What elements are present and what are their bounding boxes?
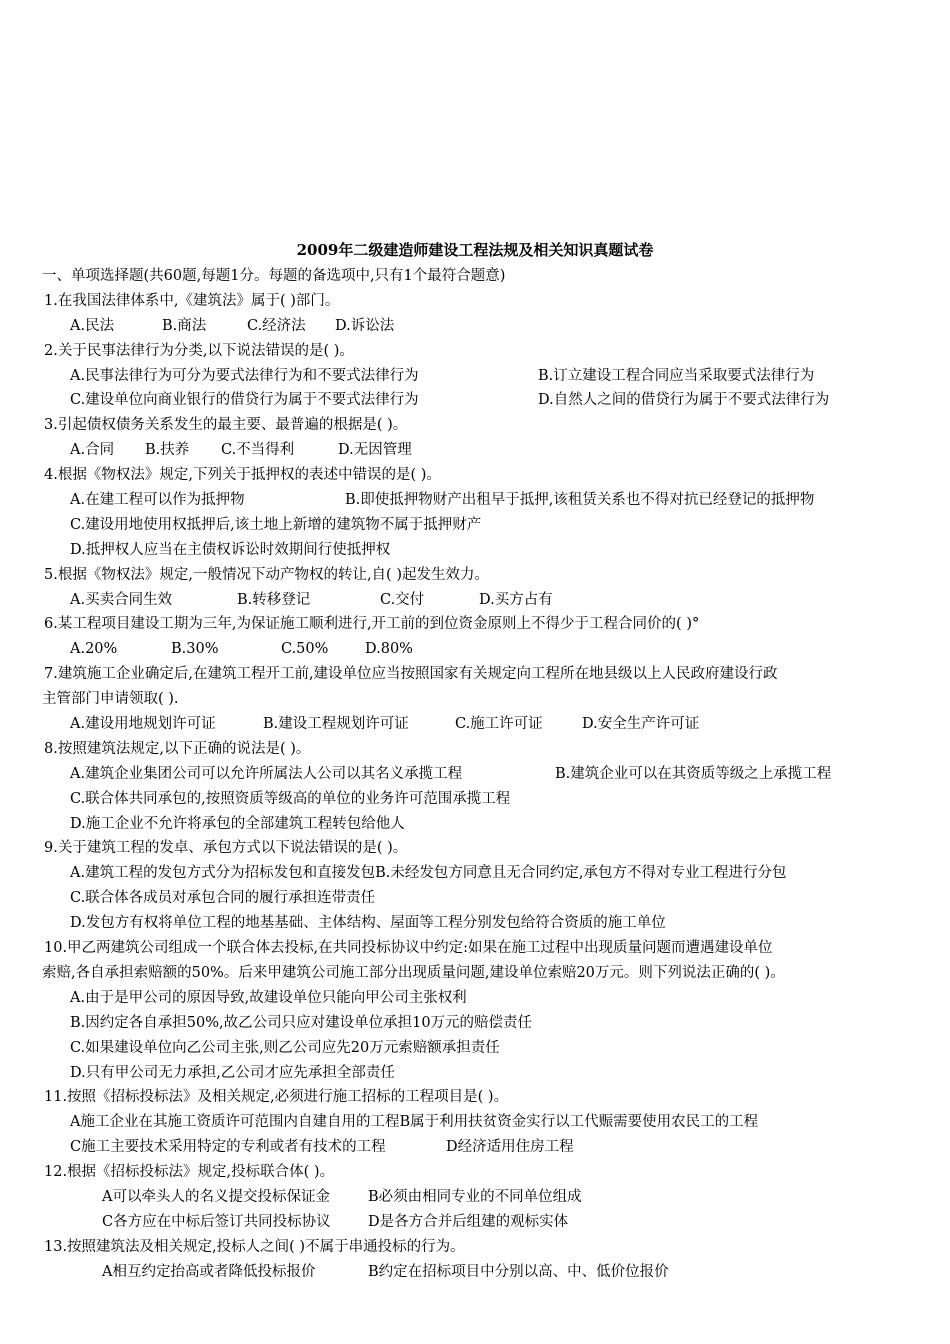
option: B.转移登记	[237, 591, 311, 608]
option: A.民法	[70, 317, 115, 334]
option: A.在建工程可以作为抵押物	[70, 492, 245, 509]
option: A.20%	[70, 641, 118, 658]
option: A.建筑企业集团公司可以允许所属法人公司以其名义承揽工程	[70, 765, 463, 782]
question-2-stem: 2.关于民事法律行为分类,以下说法错误的是( )。	[44, 342, 354, 359]
section-heading: 一、单项选择题(共60题,每题1分。每题的备选项中,只有1个最符合题意)	[42, 268, 506, 284]
option: A.民事法律行为可分为要式法律行为和不要式法律行为	[70, 367, 419, 384]
option: A.建筑工程的发包方式分为招标发包和直接发包	[70, 865, 376, 882]
question-11-options-row2	[42, 1135, 922, 1160]
question-5-stem: 5.根据《物权法》规定,一般情况下动产物权的转让,自( )起发生效力。	[44, 566, 489, 583]
option: C.联合体共同承包的,按照资质等级高的单位的业务许可范围承揽工程	[70, 790, 511, 807]
question-8-stem: 8.按照建筑法规定,以下正确的说法是( )。	[44, 740, 311, 757]
question-8-options-row1	[42, 762, 922, 787]
option: B.建设工程规划许可证	[263, 716, 409, 733]
option: B.30%	[171, 641, 219, 658]
option: B.订立建设工程合同应当采取要式法律行为	[538, 367, 815, 384]
option: D.诉讼法	[335, 317, 395, 334]
option: D.80%	[365, 641, 413, 658]
question-10-stem-cont: 索赔,各自承担索赔额的50%。后来甲建筑公司施工部分出现质量问题,建设单位索赔20万元。则下列说法正确的( )。	[42, 964, 785, 981]
option: C.施工许可证	[455, 716, 543, 733]
exam-title: 2009年二级建造师建设工程法规及相关知识真题试卷	[296, 241, 654, 259]
option: C.不当得利	[221, 442, 295, 459]
option: B.商法	[162, 317, 207, 334]
option: C各方应在中标后签订共同投标协议	[102, 1213, 331, 1230]
option: C.建设单位向商业银行的借贷行为属于不要式法律行为	[70, 392, 419, 409]
question-5-options	[42, 588, 922, 613]
option: B必须由相同专业的不同单位组成	[368, 1188, 582, 1205]
option: B约定在招标项目中分别以高、中、低价位报价	[368, 1263, 669, 1280]
option: B.即使抵押物财产出租早于抵押,该租赁关系也不得对抗已经登记的抵押物	[345, 492, 815, 509]
option: B.建筑企业可以在其资质等级之上承揽工程	[555, 765, 832, 782]
option: D.施工企业不允许将承包的全部建筑工程转包给他人	[70, 815, 405, 832]
question-11-options-row1	[42, 1110, 922, 1135]
question-3-options	[42, 438, 922, 463]
question-2-options-row2	[42, 388, 922, 413]
option: C.50%	[281, 641, 329, 658]
option: D.买方占有	[479, 591, 553, 608]
question-9-stem: 9.关于建筑工程的发卓、承包方式以下说法错误的是( )。	[44, 840, 408, 857]
option: A可以牵头人的名义提交投标保证金	[102, 1188, 330, 1205]
question-10-stem: 10.甲乙两建筑公司组成一个联合体去投标,在共同投标协议中约定:如果在施工过程中出现质量问题而遭遇建设单位	[44, 940, 773, 957]
exam-content	[42, 264, 922, 1285]
question-4-options-row1	[42, 488, 922, 513]
option: D.自然人之间的借贷行为属于不要式法律行为	[538, 392, 830, 409]
question-6-options	[42, 637, 922, 662]
question-4-stem: 4.根据《物权法》规定,下列关于抵押权的表述中错误的是( )。	[44, 467, 441, 484]
question-9-options-row1	[42, 861, 922, 886]
option: C.联合体各成员对承包合同的履行承担连带责任	[70, 890, 376, 907]
option: B.扶养	[145, 442, 190, 459]
option: A相互约定抬高或者降低投标报价	[102, 1263, 316, 1280]
question-1-stem: 1.在我国法律体系中,《建筑法》属于( )部门。	[44, 292, 340, 309]
question-12-stem: 12.根据《招标投标法》规定,投标联合体( )。	[44, 1164, 335, 1181]
option: B.未经发包方同意且无合同约定,承包方不得对专业工程进行分包	[375, 865, 787, 882]
question-12-options-row1	[42, 1185, 922, 1210]
option: C.如果建设单位向乙公司主张,则乙公司应先20万元索赔额承担责任	[70, 1039, 500, 1056]
option: C施工主要技术采用特定的专利或者有技术的工程	[70, 1139, 386, 1156]
question-6-stem: 6.某工程项目建设工期为三年,为保证施工顺利进行,开工前的到位资金原则上不得少于工程合同价的( )°	[44, 616, 700, 633]
option: C.经济法	[247, 317, 306, 334]
question-13-options-row1	[42, 1260, 922, 1285]
option: A.买卖合同生效	[70, 591, 173, 608]
option: B.因约定各自承担50%,故乙公司只应对建设单位承担10万元的赔偿责任	[70, 1014, 533, 1031]
option: D.只有甲公司无力承担,乙公司才应先承担全部责任	[70, 1064, 395, 1081]
question-1-options	[42, 314, 922, 339]
option: A.合同	[70, 442, 115, 459]
option: D.发包方有权将单位工程的地基基础、主体结构、屋面等工程分别发包给符合资质的施工单位	[70, 915, 666, 932]
option: D经济适用住房工程	[446, 1139, 574, 1156]
question-11-stem: 11.按照《招标投标法》及相关规定,必须进行施工招标的工程项目是( )。	[44, 1089, 509, 1106]
question-12-options-row2	[42, 1210, 922, 1235]
option: D.抵押权人应当在主债权诉讼时效期间行使抵押权	[70, 541, 391, 558]
option: A.由于是甲公司的原因导致,故建设单位只能向甲公司主张权利	[70, 989, 467, 1006]
option: C.交付	[380, 591, 425, 608]
option: B属于利用扶贫资金实行以工代赈需要使用农民工的工程	[399, 1114, 759, 1131]
question-2-options-row1	[42, 364, 922, 389]
question-7-options	[42, 712, 922, 737]
question-7-stem-cont: 主管部门申请领取( ).	[42, 691, 179, 708]
option: D.无因管理	[338, 442, 412, 459]
question-3-stem: 3.引起债权债务关系发生的最主要、最普遍的根据是( )。	[44, 417, 408, 434]
option: D.安全生产许可证	[582, 716, 700, 733]
option: A施工企业在其施工资质许可范围内自建自用的工程	[70, 1114, 400, 1131]
option: A.建设用地规划许可证	[70, 716, 216, 733]
question-13-stem: 13.按照建筑法及相关规定,投标人之间( )不属于串通投标的行为。	[44, 1238, 465, 1255]
option: C.建设用地使用权抵押后,该土地上新增的建筑物不属于抵押财产	[70, 516, 482, 533]
question-7-stem: 7.建筑施工企业确定后,在建筑工程开工前,建设单位应当按照国家有关规定向工程所在地县级以上人民政府建设行政	[44, 666, 778, 683]
option: D是各方合并后组建的观标实体	[368, 1213, 569, 1230]
